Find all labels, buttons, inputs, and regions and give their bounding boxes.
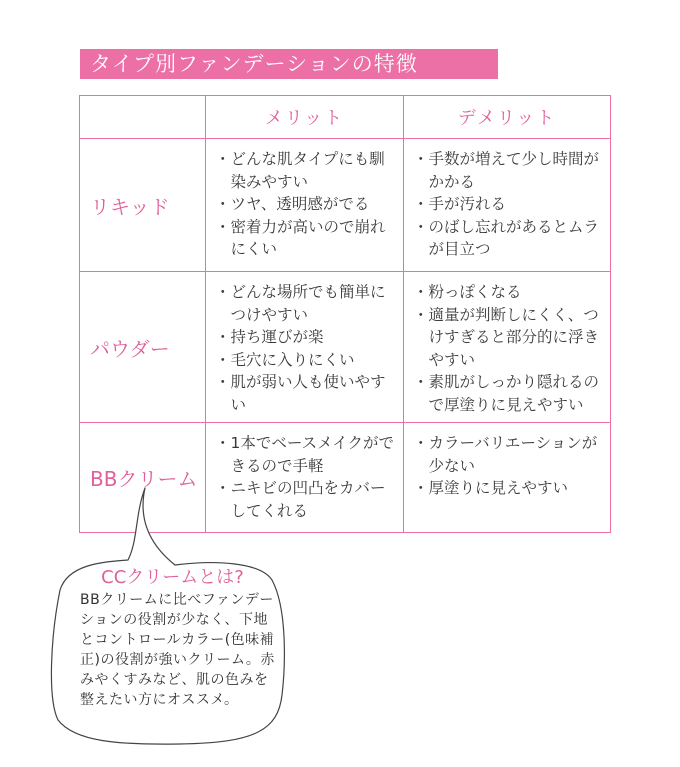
list-item: ・ 持ち運びが楽: [215, 328, 324, 346]
list-item: ・ ツヤ、透明感がでる: [215, 195, 370, 213]
table-row-powder: [80, 272, 611, 423]
list-item: ・ 厚塗りに見えやすい: [413, 479, 569, 497]
comparison-table: [79, 95, 611, 533]
list-item: ・ カラーバリエーションが少ない: [413, 434, 598, 475]
header-corner: [80, 96, 206, 139]
demerits-bb: [404, 423, 611, 533]
bubble-title: CCクリームとは?: [101, 567, 244, 588]
list-item: ・ 手数が増えて少し時間がかかる: [413, 150, 600, 191]
list-item: ・ 密着力が高いので崩れにくい: [215, 217, 386, 258]
header-demerit: デメリット: [404, 96, 611, 139]
demerits-powder: [404, 272, 611, 423]
bubble-body: BBクリームに比べファンデーションの役割が少なく、下地とコントロールカラー(色味補正)の役割が強いクリーム。赤みやくすみなど、肌の色みを整えたい方にオススメ。: [80, 592, 275, 708]
merits-powder: [206, 272, 404, 423]
header-row: [80, 96, 611, 139]
demerits-liquid: [404, 139, 611, 272]
list-item: ・ ニキビの凹凸をカバーしてくれる: [215, 479, 386, 520]
list-item: ・ どんな場所でも簡単につけやすい: [215, 283, 386, 324]
table-row-liquid: [80, 139, 611, 272]
list-item: ・ 肌が弱い人も使いやすい: [215, 373, 386, 414]
page-title: タイプ別ファンデーションの特徴: [80, 49, 498, 79]
merits-liquid: [206, 139, 404, 272]
list-item: ・ 素肌がしっかり隠れるので厚塗りに見えやすい: [413, 373, 600, 414]
list-item: ・ 粉っぽくなる: [413, 283, 522, 301]
row-label-liquid: リキッド: [80, 139, 206, 272]
list-item: ・ 手が汚れる: [413, 195, 507, 213]
row-label-powder: パウダー: [80, 272, 206, 423]
list-item: ・ 1本でベースメイクができるので手軽: [215, 434, 394, 475]
list-item: ・ どんな肌タイプにも馴染みやすい: [215, 150, 385, 191]
list-item: ・ 毛穴に入りにくい: [215, 350, 355, 369]
header-merit: メリット: [206, 96, 404, 139]
list-item: ・ のばし忘れがあるとムラが目立つ: [413, 217, 600, 258]
list-item: ・ 適量が判断しにくく、つけすぎると部分的に浮きやすい: [413, 305, 600, 369]
row-label-bb: BBクリーム: [80, 423, 206, 533]
